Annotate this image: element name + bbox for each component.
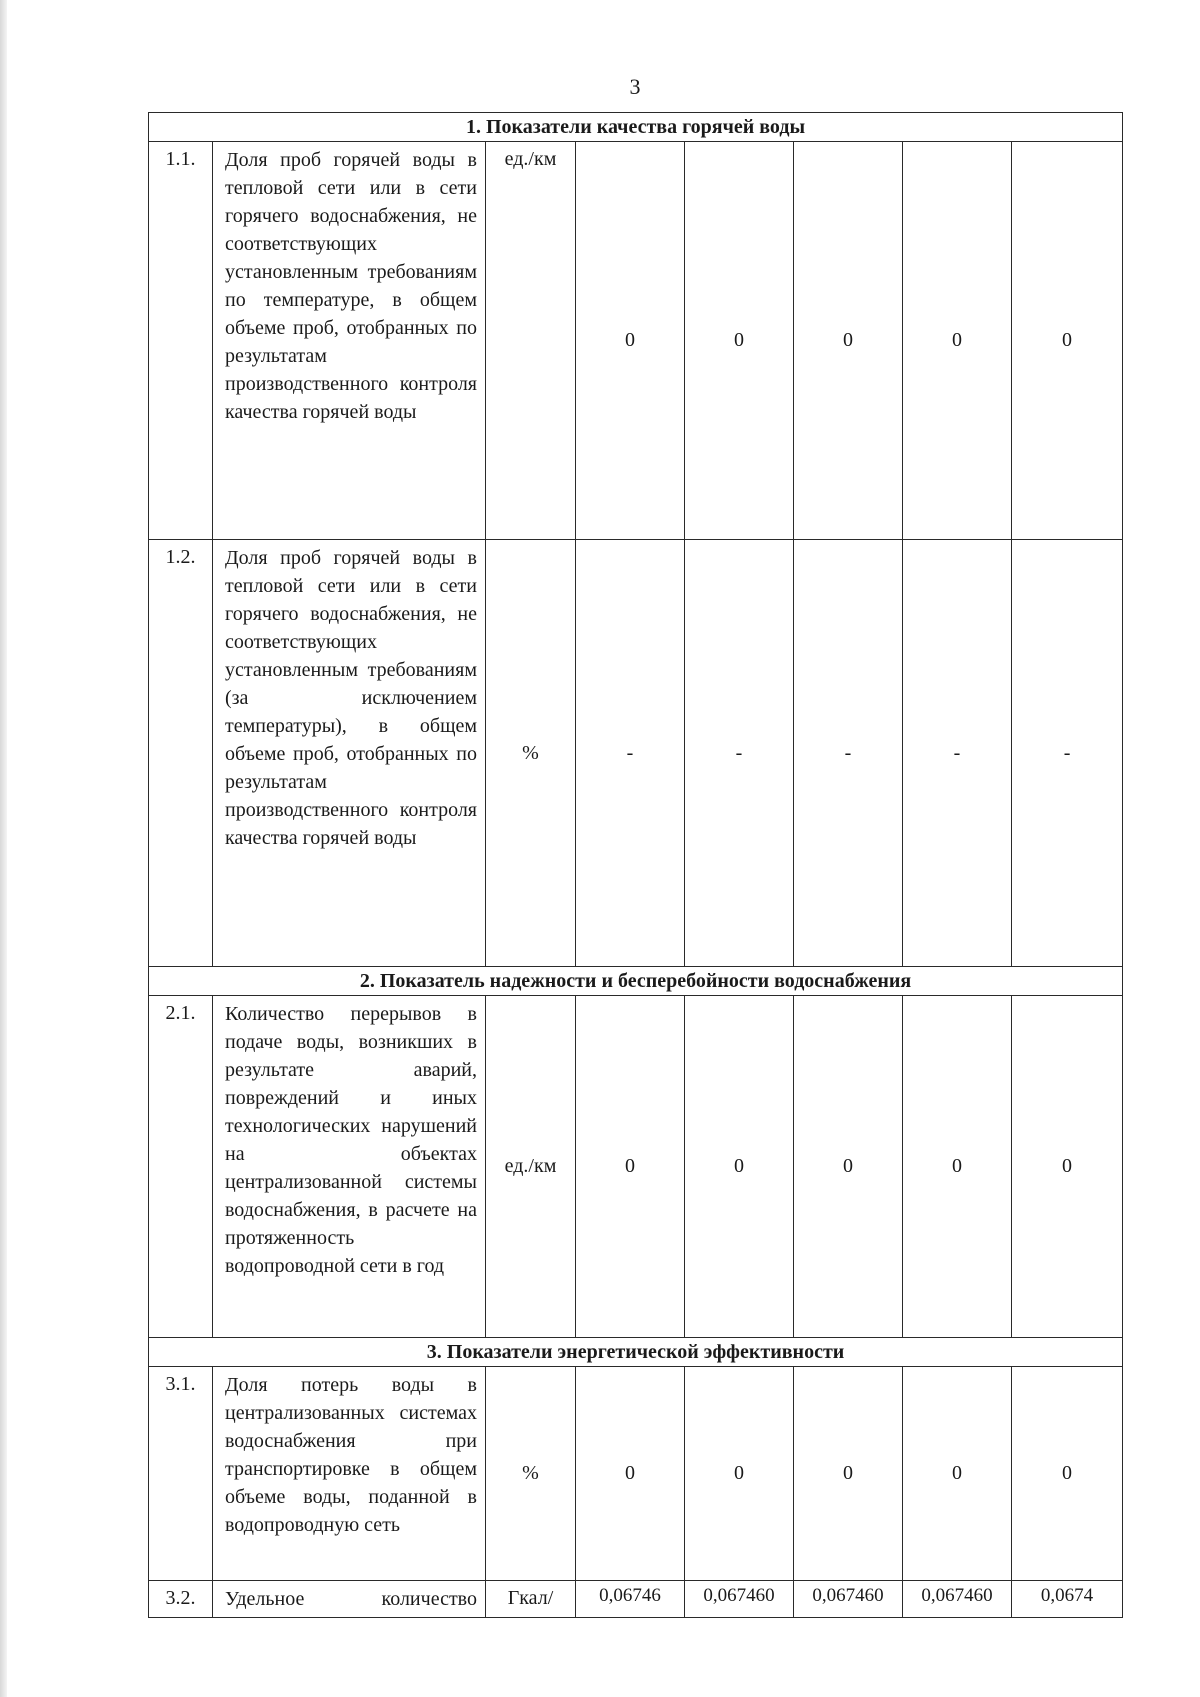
row-value: 0 — [903, 996, 1012, 1338]
section-header-row — [149, 113, 1123, 142]
page-number: 3 — [629, 74, 641, 99]
row-description: Доля проб горячей воды в тепловой сети или в сети горячего водоснабжения, не соответствующих установленным требованиям по температуре, в общем объеме проб, отобранных по результатам производственного контроля качества горячей воды — [213, 142, 486, 540]
section-header-row — [149, 967, 1123, 996]
scan-edge — [0, 0, 7, 1697]
row-unit: ед./км — [486, 142, 576, 540]
row-value: 0 — [794, 996, 903, 1338]
row-description: Удельное количество — [213, 1581, 486, 1618]
row-value: - — [1012, 540, 1123, 967]
table-row — [149, 142, 1123, 540]
row-value: 0 — [794, 1367, 903, 1581]
row-number: 2.1. — [149, 996, 213, 1338]
table-row — [149, 1367, 1123, 1581]
row-value: 0 — [1012, 996, 1123, 1338]
row-value: 0,067460 — [903, 1581, 1012, 1618]
section-title: 3. Показатели энергетической эффективности — [149, 1338, 1123, 1367]
row-value: - — [685, 540, 794, 967]
section-header-row — [149, 1338, 1123, 1367]
row-value: 0 — [576, 142, 685, 540]
table-row — [149, 540, 1123, 967]
row-value: 0 — [685, 1367, 794, 1581]
row-unit: % — [486, 540, 576, 967]
row-description: Количество перерывов в подаче воды, возникших в результате аварий, повреждений и иных технологических нарушений на объектах централизованной системы водоснабжения, в расчете на протяженность водопроводной сети в год — [213, 996, 486, 1338]
row-value: 0,06746 — [576, 1581, 685, 1618]
row-unit: ед./км — [486, 996, 576, 1338]
row-value: 0 — [1012, 142, 1123, 540]
row-value: 0,067460 — [685, 1581, 794, 1618]
row-value: - — [794, 540, 903, 967]
indicators-table — [148, 112, 1123, 1618]
row-value: 0 — [685, 142, 794, 540]
row-value: - — [576, 540, 685, 967]
row-value: 0 — [685, 996, 794, 1338]
row-value: 0 — [903, 142, 1012, 540]
row-value: 0 — [1012, 1367, 1123, 1581]
row-unit: Гкал/ — [486, 1581, 576, 1618]
section-title: 1. Показатели качества горячей воды — [149, 113, 1123, 142]
row-number: 3.2. — [149, 1581, 213, 1618]
row-value: - — [903, 540, 1012, 967]
row-value: 0 — [903, 1367, 1012, 1581]
row-value: 0,067460 — [794, 1581, 903, 1618]
row-number: 1.2. — [149, 540, 213, 967]
row-number: 1.1. — [149, 142, 213, 540]
table-row — [149, 1581, 1123, 1618]
row-number: 3.1. — [149, 1367, 213, 1581]
row-unit: % — [486, 1367, 576, 1581]
row-description: Доля проб горячей воды в тепловой сети или в сети горячего водоснабжения, не соответствующих установленным требованиям (за исключением температуры), в общем объеме проб, отобранных по результатам производственного контроля качества горячей воды — [213, 540, 486, 967]
row-description: Доля потерь воды в централизованных системах водоснабжения при транспортировке в общем объеме воды, поданной в водопроводную сеть — [213, 1367, 486, 1581]
row-value: 0,0674 — [1012, 1581, 1123, 1618]
row-value: 0 — [576, 1367, 685, 1581]
table-row — [149, 996, 1123, 1338]
row-value: 0 — [794, 142, 903, 540]
row-value: 0 — [576, 996, 685, 1338]
section-title: 2. Показатель надежности и бесперебойности водоснабжения — [149, 967, 1123, 996]
